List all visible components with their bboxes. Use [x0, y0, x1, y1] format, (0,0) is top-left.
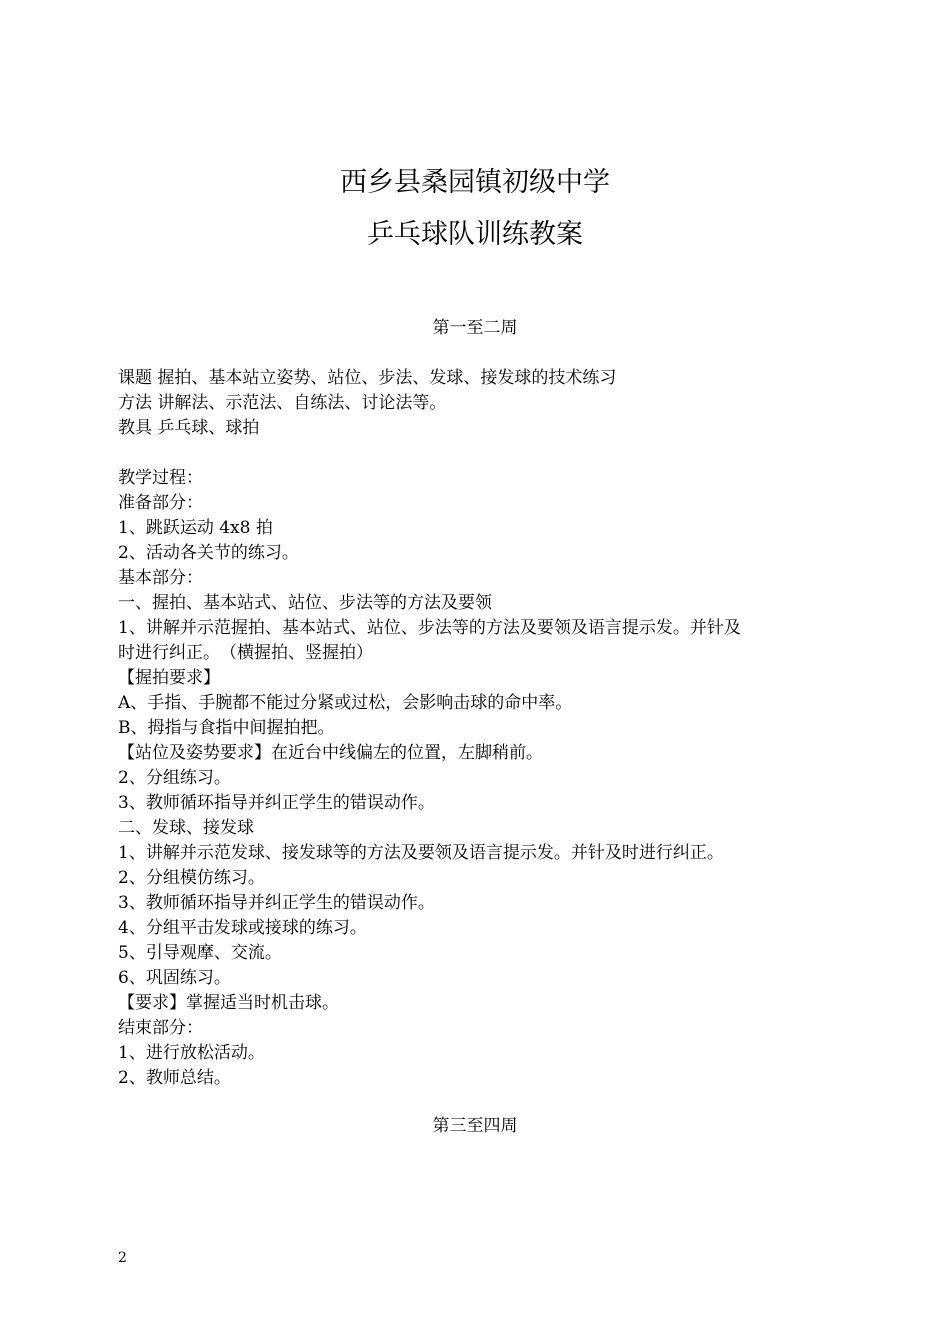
grip-requirement-heading: 【握拍要求】: [118, 668, 220, 688]
prep-item-2: 2、活动各关节的练习。: [118, 543, 299, 563]
equipment-line: 教具 乒乓球、球拍: [118, 418, 260, 438]
process-heading: 教学过程：: [118, 468, 203, 488]
prep-heading: 准备部分：: [118, 493, 203, 513]
part-one-item-1-cont: 时进行纠正。 （横握拍、竖握拍）: [118, 643, 373, 663]
week-heading-1-2: 第一至二周: [432, 318, 518, 338]
basic-heading: 基本部分：: [118, 568, 203, 588]
part-two-heading: 二、发球、接发球: [118, 818, 254, 838]
plan-title: 乒乓球队训练教案: [367, 219, 583, 250]
grip-requirement-a: A、手指、手腕都不能过分紧或过松，会影响击球的命中率。: [118, 693, 573, 713]
stance-requirement: 【站位及姿势要求】在近台中线偏左的位置，左脚稍前。: [118, 743, 543, 763]
part-one-heading: 一、握拍、基本站式、站位、步法等的方法及要领: [118, 593, 492, 613]
part-two-item-4: 4、分组平击发球或接球的练习。: [118, 918, 367, 938]
end-item-2: 2、教师总结。: [118, 1068, 231, 1088]
school-name-title: 西乡县桑园镇初级中学: [340, 167, 610, 198]
prep-item-1: 1、跳跃运动 4x8 拍: [118, 518, 273, 538]
part-two-item-5: 5、引导观摩、交流。: [118, 943, 282, 963]
part-one-item-2: 2、分组练习。: [118, 768, 231, 788]
method-line: 方法 讲解法、示范法、自练法、讨论法等。: [118, 393, 447, 413]
part-one-item-1: 1、讲解并示范握拍、基本站式、站位、步法等的方法及要领及语言提示发。并针及: [118, 618, 741, 638]
part-one-item-3: 3、教师循环指导并纠正学生的错误动作。: [118, 793, 435, 813]
part-two-item-6: 6、巩固练习。: [118, 968, 231, 988]
topic-line: 课题 握拍、基本站立姿势、站位、步法、发球、接发球的技术练习: [118, 368, 617, 388]
part-two-item-2: 2、分组模仿练习。: [118, 868, 265, 888]
page-number: 2: [118, 1250, 127, 1266]
end-item-1: 1、进行放松活动。: [118, 1043, 265, 1063]
part-two-requirement: 【要求】掌握适当时机击球。: [118, 993, 339, 1013]
week-heading-3-4: 第三至四周: [432, 1116, 518, 1136]
part-two-item-1: 1、讲解并示范发球、接发球等的方法及要领及语言提示发。并针及时进行纠正。: [118, 843, 724, 863]
part-two-item-3: 3、教师循环指导并纠正学生的错误动作。: [118, 893, 435, 913]
grip-requirement-b: B、拇指与食指中间握拍把。: [118, 718, 335, 738]
end-heading: 结束部分：: [118, 1018, 203, 1038]
